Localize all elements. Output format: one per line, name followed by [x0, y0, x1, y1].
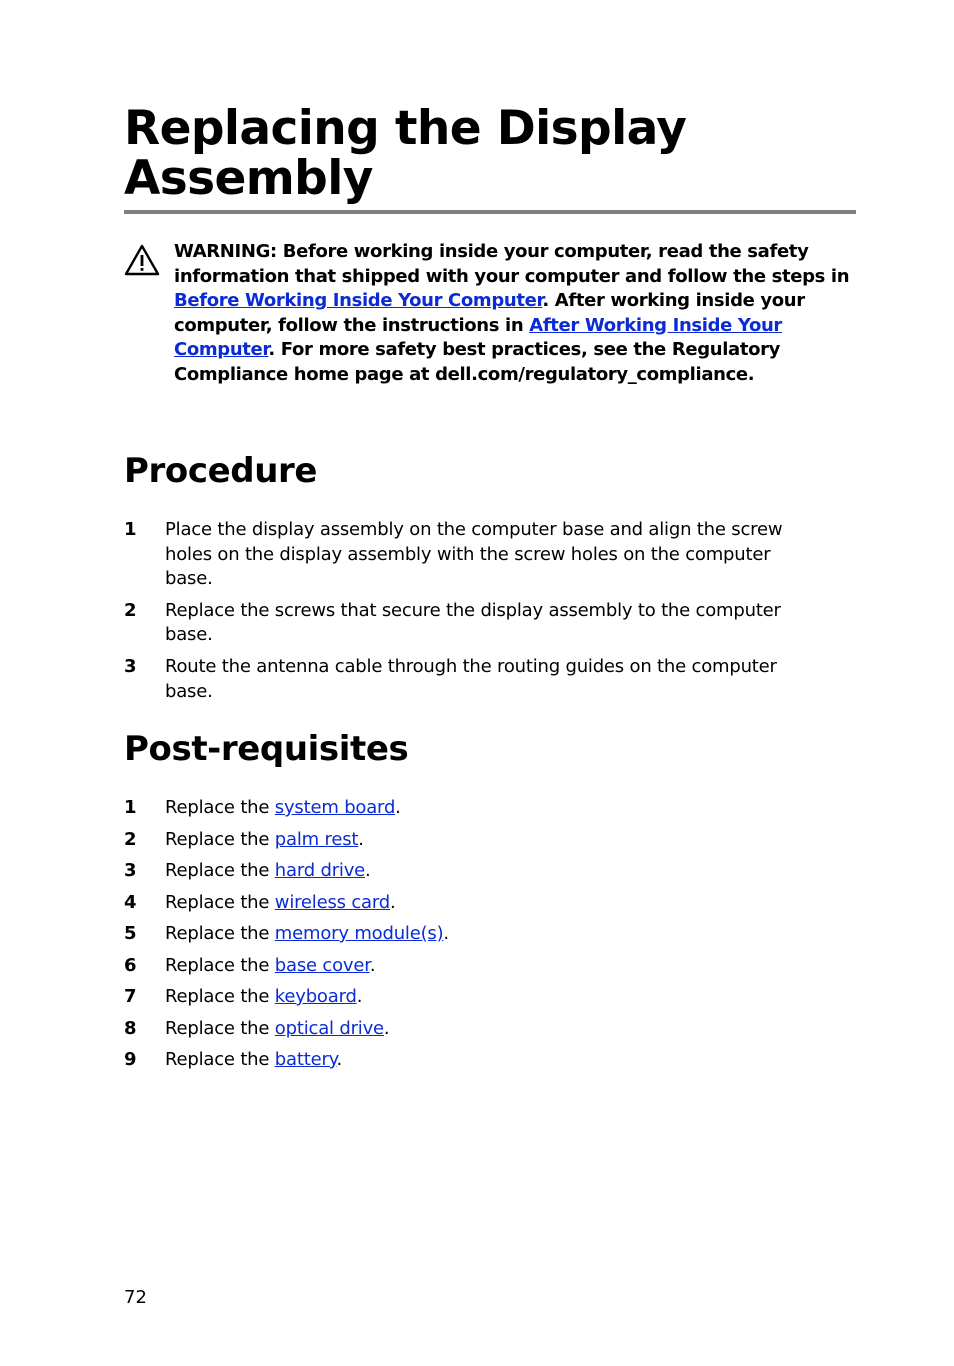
warning-line-5	[174, 338, 856, 363]
post-requisite-item	[124, 1048, 856, 1080]
post-requisites-heading: Post-requisites	[124, 729, 409, 769]
item-prefix: Replace the	[165, 923, 275, 944]
document-page	[124, 0, 856, 1366]
item-prefix: Replace the	[165, 954, 275, 976]
item-prefix: Replace the	[165, 1017, 275, 1039]
step-text-line: Route the antenna cable through the routing guides on the computer	[165, 655, 777, 677]
step-text-line: Replace the screws that secure the display assembly to the computer	[165, 599, 781, 621]
step-number: 4	[124, 891, 137, 913]
post-requisite-item	[124, 891, 856, 923]
page-title-line-2: Assembly	[124, 151, 373, 206]
step-number: 2	[124, 828, 137, 850]
base-cover-link[interactable]: base cover	[274, 954, 370, 976]
warning-text	[174, 240, 856, 388]
step-number: 3	[124, 860, 137, 881]
step-number: 1	[124, 519, 137, 540]
procedure-list	[124, 518, 856, 711]
post-requisite-item	[124, 985, 856, 1017]
item-suffix: .	[443, 923, 449, 944]
before-working-link[interactable]: Before Working Inside Your Computer	[174, 290, 543, 312]
battery-link[interactable]: battery	[274, 1049, 337, 1070]
step-number: 9	[124, 1049, 137, 1070]
procedure-step	[124, 599, 856, 648]
procedure-step	[124, 655, 856, 704]
warning-line-3	[174, 289, 856, 314]
step-text-line: Place the display assembly on the computer base and align the screw	[165, 519, 783, 540]
warning-line-4-text: computer, follow the instructions in	[174, 314, 530, 336]
post-requisite-item	[124, 922, 856, 954]
procedure-heading: Procedure	[124, 451, 318, 491]
item-prefix: Replace the	[165, 828, 275, 850]
warning-line-4	[174, 314, 856, 339]
item-prefix: Replace the	[165, 860, 275, 881]
post-requisite-item	[124, 954, 856, 986]
item-prefix: Replace the	[165, 1049, 275, 1070]
step-number: 2	[124, 599, 137, 621]
item-suffix: .	[395, 797, 401, 818]
step-number: 1	[124, 797, 137, 818]
post-requisite-item	[124, 796, 856, 828]
warning-line-6: Compliance home page at dell.com/regulatory_compliance.	[174, 363, 755, 385]
warning-line-3-text: . After working inside your	[542, 290, 805, 312]
page-title	[124, 101, 856, 206]
optical-drive-link[interactable]: optical drive	[274, 1017, 384, 1039]
step-number: 8	[124, 1017, 137, 1039]
step-number: 3	[124, 655, 137, 677]
post-requisite-item	[124, 859, 856, 891]
wireless-card-link[interactable]: wireless card	[274, 891, 390, 913]
warning-line-2: information that shipped with your computer and follow the steps in	[174, 265, 850, 287]
keyboard-link[interactable]: keyboard	[274, 986, 357, 1007]
warning-line-5-text: . For more safety best practices, see the Regulatory	[268, 339, 780, 361]
procedure-step	[124, 518, 856, 592]
item-suffix: .	[365, 860, 371, 881]
page-title-line-1: Replacing the Display	[124, 101, 687, 156]
step-number: 7	[124, 986, 137, 1007]
post-requisites-list	[124, 796, 856, 1080]
post-requisite-item	[124, 828, 856, 860]
post-requisite-item	[124, 1017, 856, 1049]
step-text-line: base.	[165, 624, 213, 646]
item-suffix: .	[369, 954, 376, 976]
step-text-line: base.	[165, 568, 213, 590]
after-working-link-part-1[interactable]: After Working Inside Your	[529, 314, 782, 336]
item-suffix: .	[336, 1049, 343, 1070]
step-number: 5	[124, 923, 137, 944]
warning-triangle-icon	[124, 244, 160, 276]
system-board-link[interactable]: system board	[274, 797, 396, 818]
title-underline-rule	[124, 210, 856, 214]
item-suffix: .	[383, 1017, 390, 1039]
after-working-link-part-2[interactable]: Computer	[174, 339, 269, 361]
item-prefix: Replace the	[165, 797, 275, 818]
page-number: 72	[124, 1287, 147, 1308]
item-suffix: .	[358, 828, 364, 850]
hard-drive-link[interactable]: hard drive	[274, 860, 366, 881]
step-text-line: base.	[165, 680, 213, 702]
warning-line-1: WARNING: Before working inside your computer, read the safety	[174, 241, 809, 262]
palm-rest-link[interactable]: palm rest	[274, 828, 359, 850]
item-suffix: .	[390, 891, 396, 913]
item-prefix: Replace the	[165, 891, 275, 913]
item-suffix: .	[356, 986, 363, 1007]
step-text-line: holes on the display assembly with the screw holes on the computer	[165, 543, 771, 565]
item-prefix: Replace the	[165, 986, 275, 1007]
step-number: 6	[124, 954, 137, 976]
memory-modules-link[interactable]: memory module(s)	[274, 923, 444, 944]
